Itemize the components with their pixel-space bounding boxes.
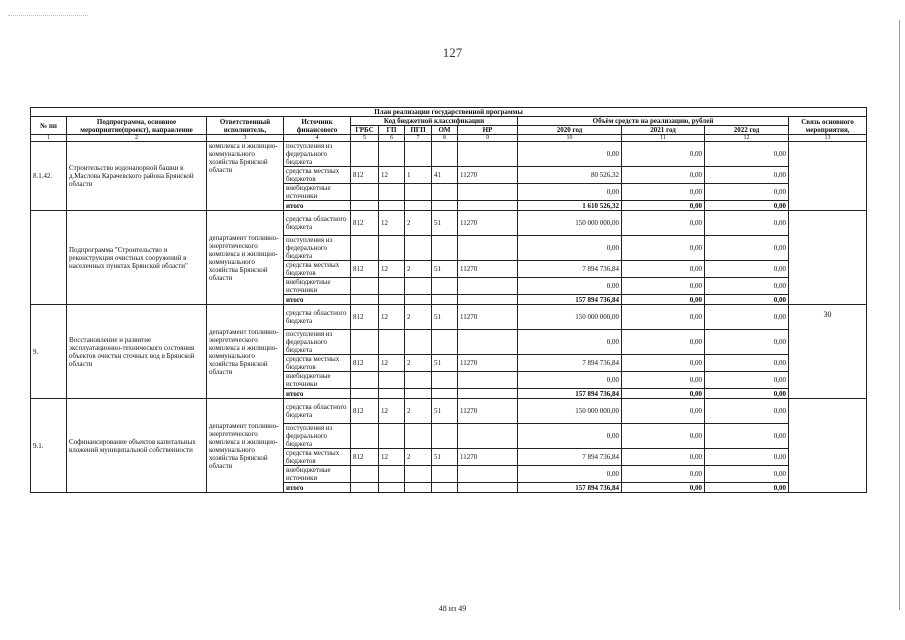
total-2020: 157 894 736,84	[518, 389, 622, 399]
source-federal: поступления из федерального бюджета	[284, 424, 351, 449]
amount-2021: 0,00	[622, 424, 705, 449]
source-extra: внебюджетные источники	[284, 184, 351, 201]
col-number: 7	[405, 135, 432, 142]
header-link: Связь основного мероприятия,	[789, 117, 867, 135]
measure-name: Подпрограмма "Строительство и реконструкция очистных сооружений в населенных пунктах Брянской области"	[67, 211, 207, 305]
col-number: 12	[705, 135, 789, 142]
row-number: 9.	[31, 305, 67, 399]
amount-2022: 0,00	[705, 372, 789, 389]
col-number: 1	[31, 135, 67, 142]
amount-2021: 0,00	[622, 305, 705, 330]
code-gp: 12	[379, 305, 405, 330]
code-pgp: 1	[405, 167, 432, 184]
measure-name: Софинансирование объектов капитальных вложений муниципальной собственности	[67, 399, 207, 493]
header-2020: 2020 год	[518, 126, 622, 135]
total-2020: 157 894 736,84	[518, 295, 622, 305]
code-gp: 12	[379, 167, 405, 184]
col-number: 10	[518, 135, 622, 142]
amount-2021: 0,00	[622, 399, 705, 424]
col-number: 9	[458, 135, 518, 142]
amount-2022: 0,00	[705, 167, 789, 184]
code-ir: 11270	[458, 449, 518, 466]
total-2021: 0,00	[622, 201, 705, 211]
source-local: средства местных бюджетов	[284, 355, 351, 372]
total-2022: 0,00	[705, 389, 789, 399]
amount-2020: 0,00	[518, 330, 622, 355]
row-number: 8.1.42.	[31, 142, 67, 211]
amount-2020: 0,00	[518, 184, 622, 201]
col-number: 5	[351, 135, 379, 142]
amount-2021: 0,00	[622, 184, 705, 201]
responsible-executor: департамент топливно-энергетического комплекса и жилищно-коммунального хозяйства Брянской области	[207, 211, 284, 305]
source-total: итого	[284, 201, 351, 211]
header-program: Подпрограмма, основное мероприятие(проект), направление	[67, 117, 207, 135]
amount-2022: 0,00	[705, 211, 789, 236]
amount-2020: 7 894 736,84	[518, 261, 622, 278]
code-om: 51	[432, 211, 458, 236]
total-2020: 1 610 526,32	[518, 201, 622, 211]
col-number: 4	[284, 135, 351, 142]
code-pgp: 2	[405, 211, 432, 236]
col-number: 11	[622, 135, 705, 142]
source-local: средства местных бюджетов	[284, 449, 351, 466]
amount-2022: 0,00	[705, 424, 789, 449]
col-number: 13	[789, 135, 867, 142]
amount-2020: 0,00	[518, 466, 622, 483]
amount-2020: 80 526,32	[518, 167, 622, 184]
code-om: 51	[432, 399, 458, 424]
header-pgp: ПГП	[405, 126, 432, 135]
amount-2021: 0,00	[622, 449, 705, 466]
measure-name: Восстановление и развитие эксплуатационно-технического состояния объектов очистки сточных вод в Брянской области	[67, 305, 207, 399]
link-cell: 30	[789, 305, 867, 399]
source-total: итого	[284, 295, 351, 305]
code-ir: 11270	[458, 211, 518, 236]
col-number: 8	[432, 135, 458, 142]
header-budget-code: Код бюджетной классификации	[351, 117, 518, 126]
source-local: средства местных бюджетов	[284, 261, 351, 278]
source-extra: внебюджетные источники	[284, 278, 351, 295]
source-total: итого	[284, 389, 351, 399]
code-om: 51	[432, 305, 458, 330]
amount-2020: 0,00	[518, 236, 622, 261]
code-gp: 12	[379, 449, 405, 466]
amount-2020: 7 894 736,84	[518, 355, 622, 372]
source-extra: внебюджетные источники	[284, 372, 351, 389]
header-gp: ГП	[379, 126, 405, 135]
code-ir: 11270	[458, 261, 518, 278]
amount-2021: 0,00	[622, 261, 705, 278]
amount-2020: 0,00	[518, 278, 622, 295]
amount-2022: 0,00	[705, 355, 789, 372]
code-om: 51	[432, 449, 458, 466]
page-edge-line	[899, 20, 900, 610]
header-grbs: ГРБС	[351, 126, 379, 135]
code-gp: 12	[379, 211, 405, 236]
amount-2022: 0,00	[705, 399, 789, 424]
amount-2021: 0,00	[622, 330, 705, 355]
header-source: Источник финансового	[284, 117, 351, 135]
amount-2022: 0,00	[705, 184, 789, 201]
code-grbs: 812	[351, 211, 379, 236]
code-grbs: 812	[351, 399, 379, 424]
amount-2021: 0,00	[622, 167, 705, 184]
responsible-executor: комплекса и жилищно-коммунального хозяйства Брянской области	[207, 142, 284, 211]
source-extra: внебюджетные источники	[284, 466, 351, 483]
code-om: 41	[432, 167, 458, 184]
amount-2021: 0,00	[622, 142, 705, 167]
source-federal: поступления из федерального бюджета	[284, 236, 351, 261]
amount-2021: 0,00	[622, 355, 705, 372]
code-om: 51	[432, 355, 458, 372]
header-om: ОМ	[432, 126, 458, 135]
amount-2022: 0,00	[705, 449, 789, 466]
amount-2022: 0,00	[705, 142, 789, 167]
code-grbs: 812	[351, 261, 379, 278]
header-volume: Объём средств на реализацию, рублей	[518, 117, 789, 126]
header-ir: НР	[458, 126, 518, 135]
amount-2021: 0,00	[622, 211, 705, 236]
source-regional: средства областного бюджета	[284, 211, 351, 236]
code-grbs: 812	[351, 167, 379, 184]
total-2022: 0,00	[705, 483, 789, 493]
source-regional: средства областного бюджета	[284, 305, 351, 330]
total-2021: 0,00	[622, 389, 705, 399]
code-gp: 12	[379, 399, 405, 424]
total-2022: 0,00	[705, 201, 789, 211]
code-om: 51	[432, 261, 458, 278]
link-cell	[789, 211, 867, 305]
source-local: средства местных бюджетов	[284, 167, 351, 184]
amount-2021: 0,00	[622, 278, 705, 295]
page-number: 127	[442, 45, 463, 60]
amount-2020: 150 000 000,00	[518, 211, 622, 236]
link-cell	[789, 142, 867, 211]
program-plan-table	[30, 107, 867, 493]
responsible-executor: департамент топливно-энергетического комплекса и жилищно-коммунального хозяйства Брянской области	[207, 399, 284, 493]
total-2020: 157 894 736,84	[518, 483, 622, 493]
code-pgp: 2	[405, 305, 432, 330]
source-regional: средства областного бюджета	[284, 399, 351, 424]
amount-2022: 0,00	[705, 261, 789, 278]
code-pgp: 2	[405, 355, 432, 372]
measure-name: Строительство водонапорной башни в д.Маслова Карачевского района Брянской области	[67, 142, 207, 211]
amount-2022: 0,00	[705, 278, 789, 295]
total-2021: 0,00	[622, 483, 705, 493]
code-ir: 11270	[458, 355, 518, 372]
col-number: 2	[67, 135, 207, 142]
code-pgp: 2	[405, 261, 432, 278]
link-cell	[789, 399, 867, 493]
amount-2022: 0,00	[705, 305, 789, 330]
row-number: 9.1.	[31, 399, 67, 493]
code-grbs: 812	[351, 355, 379, 372]
amount-2022: 0,00	[705, 466, 789, 483]
header-2021: 2021 год	[622, 126, 705, 135]
source-federal: поступления из федерального бюджета	[284, 142, 351, 167]
code-ir: 11270	[458, 399, 518, 424]
code-ir: 11270	[458, 167, 518, 184]
row-number	[31, 211, 67, 305]
header-responsible: Ответственный исполнитель,	[207, 117, 284, 135]
total-2022: 0,00	[705, 295, 789, 305]
amount-2020: 0,00	[518, 142, 622, 167]
amount-2020: 0,00	[518, 424, 622, 449]
amount-2021: 0,00	[622, 372, 705, 389]
source-total: итого	[284, 483, 351, 493]
code-pgp: 2	[405, 449, 432, 466]
col-number: 3	[207, 135, 284, 142]
amount-2021: 0,00	[622, 466, 705, 483]
col-number: 6	[379, 135, 405, 142]
code-grbs: 812	[351, 305, 379, 330]
code-pgp: 2	[405, 399, 432, 424]
total-2021: 0,00	[622, 295, 705, 305]
table-title: План реализации государственной программы	[31, 108, 867, 117]
source-federal: поступления из федерального бюджета	[284, 330, 351, 355]
code-ir: 11270	[458, 305, 518, 330]
amount-2021: 0,00	[622, 236, 705, 261]
amount-2022: 0,00	[705, 236, 789, 261]
amount-2020: 150 000 000,00	[518, 399, 622, 424]
header-2022: 2022 год	[705, 126, 789, 135]
page-footer: 48 из 49	[438, 604, 467, 613]
amount-2020: 7 894 736,84	[518, 449, 622, 466]
header-num: № пп	[31, 117, 67, 135]
code-grbs: 812	[351, 449, 379, 466]
code-gp: 12	[379, 355, 405, 372]
responsible-executor: департамент топливно-энергетического комплекса и жилищно-коммунального хозяйства Брянской области	[207, 305, 284, 399]
code-gp: 12	[379, 261, 405, 278]
amount-2020: 150 000 000,00	[518, 305, 622, 330]
amount-2022: 0,00	[705, 330, 789, 355]
amount-2020: 0,00	[518, 372, 622, 389]
scan-artifact-mark	[8, 15, 88, 18]
